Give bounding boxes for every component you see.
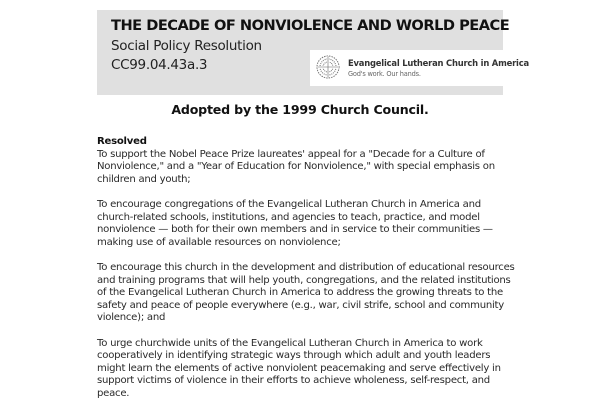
document-title: THE DECADE OF NONVIOLENCE AND WORLD PEACE xyxy=(111,17,510,34)
elca-cross-icon xyxy=(316,55,340,79)
resolution-paragraph: To encourage congregations of the Evangelical Lutheran Church in America and church-related schools, institutions, and agencies to teach, practice, and model nonviolence — both for their own members and in service to their communities — making use of available resources on nonviolence; xyxy=(97,198,493,248)
resolution-paragraph: To urge churchwide units of the Evangelical Lutheran Church in America to work cooperatively in identifying strategic ways through which adult and youth leaders might learn the elements of active nonviolent peacemaking and serve effectively in support victims of violence in their efforts to achieve wholeness, self-respect, and peace. xyxy=(97,337,501,399)
logo-org-name: Evangelical Lutheran Church in America xyxy=(348,58,529,68)
logo-tagline: God's work. Our hands. xyxy=(348,70,421,78)
adopted-heading: Adopted by the 1999 Church Council. xyxy=(171,102,429,117)
resolution-paragraph: To support the Nobel Peace Prize laureates' appeal for a "Decade for a Culture of Nonviolence," and a "Year of Education for Nonviolence," with special emphasis on children and youth; xyxy=(97,148,495,185)
document-subtitle: Social Policy Resolution xyxy=(111,38,262,54)
document-header xyxy=(97,10,529,95)
document-code: CC99.04.43a.3 xyxy=(111,57,208,73)
resolved-label: Resolved xyxy=(97,136,147,147)
elca-logo xyxy=(310,50,529,86)
resolution-body xyxy=(97,136,517,400)
resolution-paragraph: To encourage this church in the development and distribution of educational resources and training programs that will help youth, congregations, and the related institutions of the Evangelical Lutheran Church in America to address the growing threats to the safety and peace of people everywhere (e.g., war, civil strife, school and community violence); and xyxy=(97,261,515,324)
